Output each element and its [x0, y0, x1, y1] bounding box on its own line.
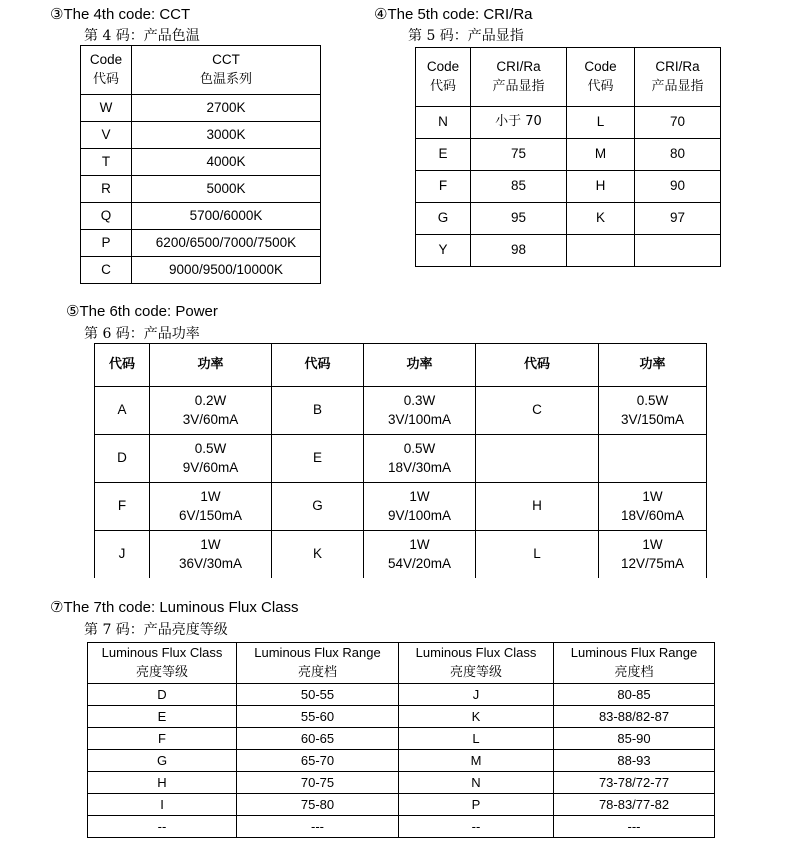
table-cell: D [88, 684, 237, 706]
table-cell: F [95, 483, 150, 531]
power-header-power-2: 功率 [364, 344, 476, 387]
table-row [88, 772, 715, 794]
table-cell: 0.2W 3V/60mA [150, 387, 272, 435]
power-header-power-3: 功率 [599, 344, 707, 387]
table-cell [599, 435, 707, 483]
table-cell: 1W 54V/20mA [364, 531, 476, 579]
power-header-code: 代码 [95, 344, 150, 387]
table-cell: 1W 9V/100mA [364, 483, 476, 531]
table-row [416, 139, 721, 171]
table-row [81, 257, 321, 284]
table-row [81, 149, 321, 176]
table-cell: 1W 6V/150mA [150, 483, 272, 531]
flux-table [87, 642, 715, 838]
table-cell: M [399, 750, 554, 772]
table-cell [476, 435, 599, 483]
sec6-subtitle: 第 6 码：产品功率 [84, 326, 200, 342]
table-cell: E [272, 435, 364, 483]
flux-header-class: Luminous Flux Class 亮度等级 [88, 643, 237, 684]
table-cell: J [95, 531, 150, 579]
table-cell: D [95, 435, 150, 483]
table-row [81, 122, 321, 149]
table-cell: -- [88, 816, 237, 838]
flux-header-range-2: Luminous Flux Range 亮度档 [554, 643, 715, 684]
table-cell: H [476, 483, 599, 531]
table-cell: 70-75 [237, 772, 399, 794]
table-cell: L [476, 531, 599, 579]
table-cell: M [567, 139, 635, 171]
table-cell: 0.5W 3V/150mA [599, 387, 707, 435]
table-row [81, 95, 321, 122]
table-cell: L [567, 107, 635, 139]
table-cell: P [81, 230, 132, 257]
power-header-code-2: 代码 [272, 344, 364, 387]
table-cell: 95 [471, 203, 567, 235]
table-cell: A [95, 387, 150, 435]
table-cell: 97 [635, 203, 721, 235]
table-cell: 0.3W 3V/100mA [364, 387, 476, 435]
table-row [416, 203, 721, 235]
table-row [81, 176, 321, 203]
table-cell: 2700K [132, 95, 321, 122]
table-cell [567, 235, 635, 267]
table-cell: 65-70 [237, 750, 399, 772]
table-cell: C [81, 257, 132, 284]
table-row [88, 750, 715, 772]
table-row [416, 235, 721, 267]
cri-header-code: Code 代码 [416, 48, 471, 107]
cct-header-code: Code 代码 [81, 46, 132, 95]
table-row [95, 435, 707, 483]
table-cell: 90 [635, 171, 721, 203]
table-cell: F [416, 171, 471, 203]
sec6-title: ⑤The 6th code: Power [66, 303, 218, 320]
sec7-subtitle: 第 7 码：产品亮度等级 [84, 622, 228, 638]
table-cell: 50-55 [237, 684, 399, 706]
table-cell: 4000K [132, 149, 321, 176]
table-row [95, 483, 707, 531]
table-row [95, 531, 707, 579]
table-cell: --- [237, 816, 399, 838]
table-cell: E [416, 139, 471, 171]
table-cell: G [416, 203, 471, 235]
table-cell: 85-90 [554, 728, 715, 750]
table-cell: W [81, 95, 132, 122]
table-cell: 1W 12V/75mA [599, 531, 707, 579]
table-cell: 75-80 [237, 794, 399, 816]
table-cell: L [399, 728, 554, 750]
cct-header-cct: CCT 色温系列 [132, 46, 321, 95]
table-row [88, 794, 715, 816]
table-cell: G [272, 483, 364, 531]
table-cell: 5700/6000K [132, 203, 321, 230]
table-cell: 0.5W 18V/30mA [364, 435, 476, 483]
table-cell: K [399, 706, 554, 728]
table-cell: -- [399, 816, 554, 838]
table-cell: E [88, 706, 237, 728]
table-cell: 83-88/82-87 [554, 706, 715, 728]
table-row [95, 387, 707, 435]
table-cell: 6200/6500/7000/7500K [132, 230, 321, 257]
table-cell: H [88, 772, 237, 794]
table-cell: 1W 18V/60mA [599, 483, 707, 531]
flux-header-class-2: Luminous Flux Class 亮度等级 [399, 643, 554, 684]
power-table [94, 343, 707, 578]
table-cell: B [272, 387, 364, 435]
power-header-power: 功率 [150, 344, 272, 387]
table-cell: I [88, 794, 237, 816]
table-cell: 73-78/72-77 [554, 772, 715, 794]
sec5-title: ④The 5th code: CRI/Ra [374, 6, 533, 23]
table-cell: 80 [635, 139, 721, 171]
table-cell: J [399, 684, 554, 706]
table-cell: N [416, 107, 471, 139]
table-cell: T [81, 149, 132, 176]
table-row [81, 230, 321, 257]
table-cell: K [272, 531, 364, 579]
table-row [88, 706, 715, 728]
table-row [88, 684, 715, 706]
table-cell: H [567, 171, 635, 203]
table-cell: 85 [471, 171, 567, 203]
table-cell: P [399, 794, 554, 816]
table-cell: 55-60 [237, 706, 399, 728]
table-cell: 3000K [132, 122, 321, 149]
table-cell: F [88, 728, 237, 750]
table-cell: 5000K [132, 176, 321, 203]
table-cell: K [567, 203, 635, 235]
sec4-title: ③The 4th code: CCT [50, 6, 191, 23]
cri-header-cri: CRI/Ra 产品显指 [471, 48, 567, 107]
table-cell: 88-93 [554, 750, 715, 772]
table-cell: Q [81, 203, 132, 230]
table-cell: 75 [471, 139, 567, 171]
table-cell [635, 235, 721, 267]
sec4-subtitle: 第 4 码：产品色温 [84, 28, 200, 44]
table-cell: 78-83/77-82 [554, 794, 715, 816]
flux-header-range: Luminous Flux Range 亮度档 [237, 643, 399, 684]
table-cell: 70 [635, 107, 721, 139]
cri-header-code-2: Code 代码 [567, 48, 635, 107]
sec5-subtitle: 第 5 码：产品显指 [408, 28, 524, 44]
table-cell: 0.5W 9V/60mA [150, 435, 272, 483]
table-cell: V [81, 122, 132, 149]
table-cell: N [399, 772, 554, 794]
table-row [81, 203, 321, 230]
table-cell: 98 [471, 235, 567, 267]
table-cell: Y [416, 235, 471, 267]
table-cell: --- [554, 816, 715, 838]
sec7-title: ⑦The 7th code: Luminous Flux Class [50, 599, 299, 616]
cri-table [415, 47, 721, 267]
cct-table [80, 45, 321, 284]
table-cell: 9000/9500/10000K [132, 257, 321, 284]
table-row [416, 107, 721, 139]
table-cell: 80-85 [554, 684, 715, 706]
table-cell: R [81, 176, 132, 203]
table-cell: 小于 70 [471, 107, 567, 139]
cri-header-cri-2: CRI/Ra 产品显指 [635, 48, 721, 107]
table-cell: C [476, 387, 599, 435]
table-cell: 1W 36V/30mA [150, 531, 272, 579]
table-row [88, 816, 715, 838]
table-row [88, 728, 715, 750]
table-cell: 60-65 [237, 728, 399, 750]
power-header-code-3: 代码 [476, 344, 599, 387]
table-row [416, 171, 721, 203]
table-cell: G [88, 750, 237, 772]
